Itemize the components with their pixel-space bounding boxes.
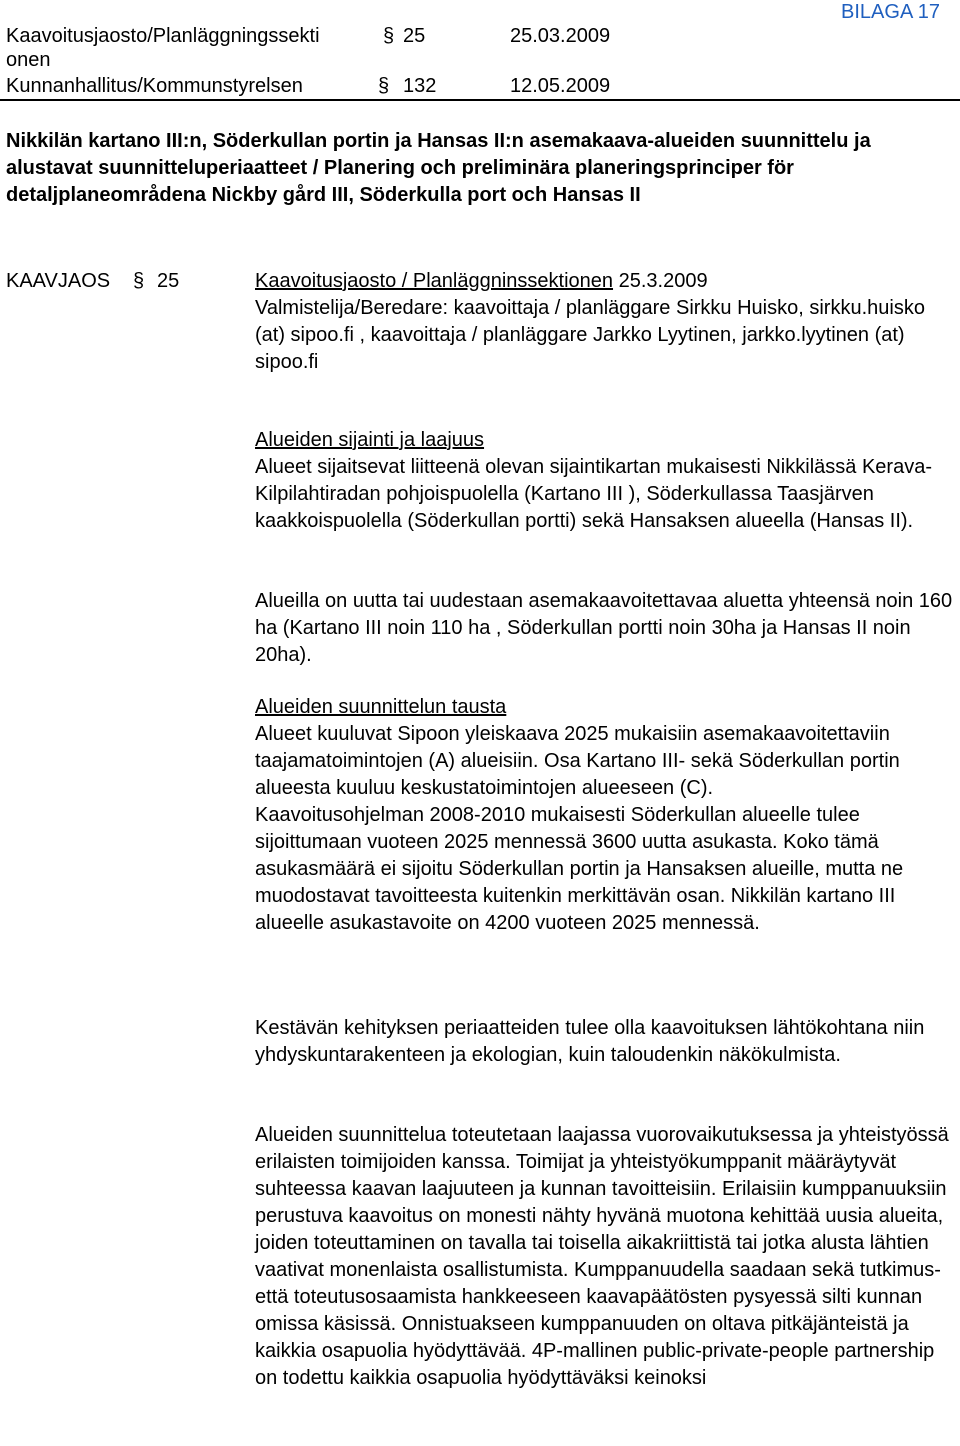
background-paragraph-2: Kaavoitusohjelman 2008-2010 mukaisesti Söderkullan alueelle tulee sijoittumaan vuoteen 2025 mennessä 3600 uutta asukasta. Koko tämä asukasmäärä ei sijoitu Söderkullan portin ja Hansaksen alueille, mutta ne muodostavat tavoitteesta kuitenkin merkittävän osan. Nikkilän kartano III alueelle asukastavoite on 4200 vuoteen 2025 mennessä. [255, 804, 904, 934]
header-divider [0, 99, 960, 101]
background-heading: Alueiden suunnittelun tausta [255, 696, 507, 718]
location-paragraph-2: Alueilla on uutta tai uudestaan asemakaavoitettavaa aluetta yhteensä noin 160 ha (Kartano III noin 110 ha , Söderkullan portti noin 30ha ja Hansas II noin 20ha). [255, 590, 953, 666]
meeting-info [255, 268, 957, 376]
meeting-date: 25.03.2009 [510, 25, 611, 47]
sustainability-paragraph: Kestävän kehityksen periaatteiden tulee olla kaavoituksen lähtökohtana niin yhdyskuntarakenteen ja ekologian, kuin taloudenkin näkökulmista. [255, 1017, 925, 1066]
location-paragraph-1: Alueet sijaitsevat liitteenä olevan sijaintikartan mukaisesti Nikkilässä Kerava-Kilpilahtiradan pohjoispuolella (Kartano III ), Söderkullassa Taasjärven kaakkoispuolella (Söderkullan portti) sekä Hansaksen alueella (Hansas II). [255, 456, 932, 532]
location-section [255, 427, 957, 535]
attachment-label: BILAGA 17 [841, 1, 940, 23]
section-number: 132 [403, 75, 437, 97]
section-number: 25 [403, 25, 426, 47]
committee-name-line1: Kaavoitusjaosto/Planläggningssekti [6, 25, 320, 47]
committee-name-line1-cont: onen [6, 49, 51, 71]
section-mark: § [383, 25, 395, 47]
cooperation-paragraph: Alueiden suunnittelua toteutetaan laajassa vuorovaikutuksessa ja yhteistyössä erilaisten toimijoiden kanssa. Toimijat ja yhteistyökumppanit määräytyvät suhteessa kaavan laajuuteen ja kunnan tavoitteisiin. Erilaisiin kumppanuuksiin perustuva kaavoitus on monesti nähty hyvänä muotona kehittää uusia alueita, joiden toteuttaminen on tavalla tai toisella aikakriittistä tai jotka alusta lähtien vaativat monenlaista osallistumista. Kumppanuudella saadaan sekä tutkimus- että toteutusosaamista hankkeeseen kaavapäätösten pysyessä silti kunnan omissa käsissä. Onnistuakseen kumppanuuden on oltava pitkäjänteistä ja kaikkia osapuolia hyödyttävää. 4P-mallinen public-private-people partnership on todettu kaikkia osapuolia hyödyttäväksi keinoksi [255, 1124, 949, 1389]
section-body-date: 25.3.2009 [618, 270, 708, 292]
meeting-date: 12.05.2009 [510, 75, 611, 97]
background-section [255, 694, 957, 937]
section-mark: § [378, 75, 390, 97]
location-heading: Alueiden sijainti ja laajuus [255, 429, 485, 451]
meeting-number: 25 [157, 270, 180, 292]
document-title: Nikkilän kartano III:n, Söderkullan portin ja Hansas II:n asemakaava-alueiden suunnittelu ja alustavat suunnitteluperiaatteet / Planering och preliminära planeringsprinciper för detaljplaneområdena Nickby gård III, Söderkulla port och Hansas II [6, 130, 871, 206]
section-body-name: Kaavoitusjaosto / Planläggninssektionen [255, 270, 614, 292]
section-mark: § [133, 270, 145, 292]
background-paragraph-1: Alueet kuuluvat Sipoon yleiskaava 2025 mukaisiin asemakaavoitettaviin taajamatoimintojen (A) alueisiin. Osa Kartano III- sekä Söderkullan portin alueesta kuuluu keskustatoimintojen alueeseen (C). [255, 723, 900, 799]
meeting-label: KAAVJAOS [6, 270, 111, 292]
board-name: Kunnanhallitus/Kommunstyrelsen [6, 75, 303, 97]
preparer-text: Valmistelija/Beredare: kaavoittaja / planläggare Sirkku Huisko, sirkku.huisko (at) sipoo.fi , kaavoittaja / planläggare Jarkko Lyytinen, jarkko.lyytinen (at) sipoo.fi [255, 297, 925, 373]
